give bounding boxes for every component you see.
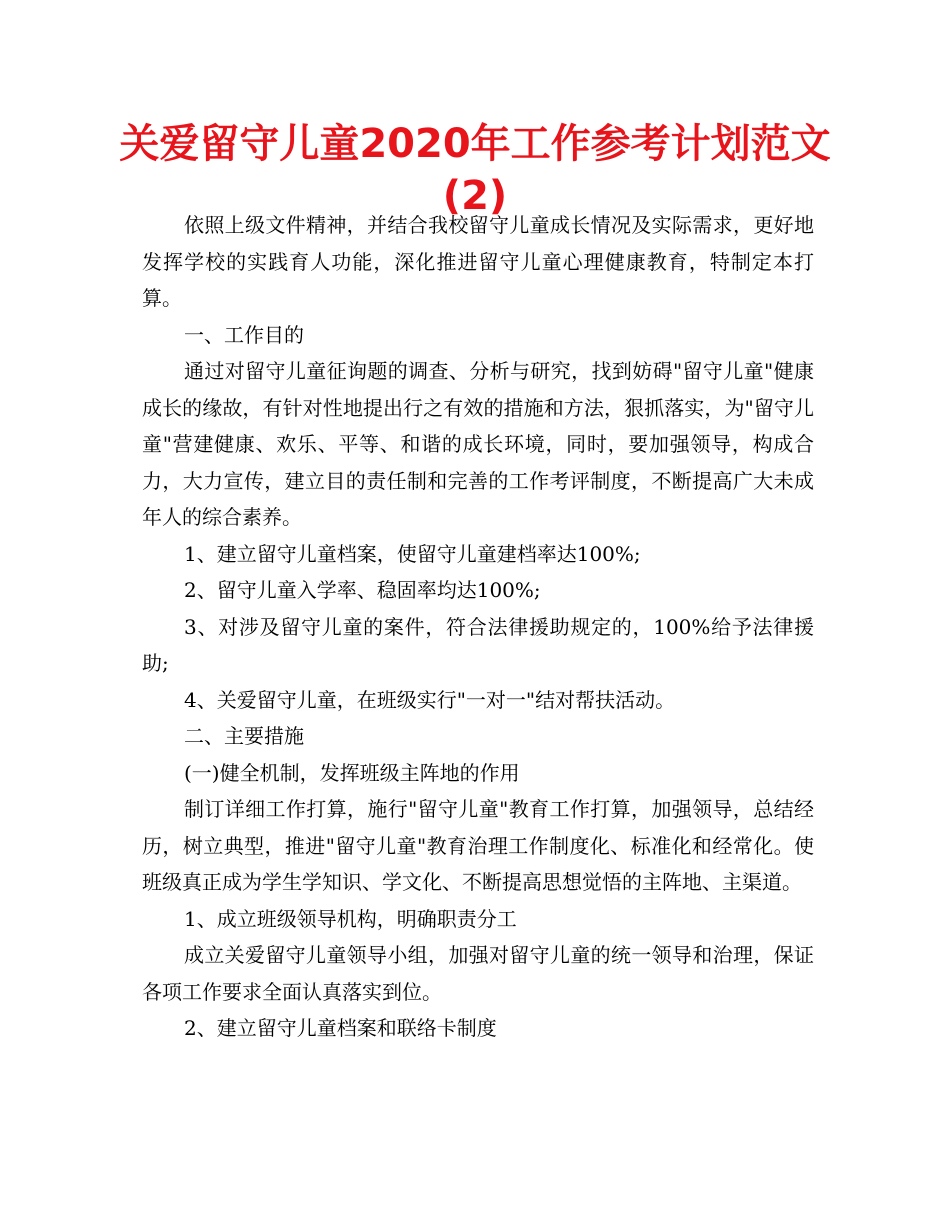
goal-item-1: 1、建立留守儿童档案，使留守儿童建档率达100%; xyxy=(184,541,641,566)
measure-item-1: 1、成立班级领导机构，明确职责分工 xyxy=(184,906,517,931)
subsection-heading-1: (一)健全机制，发挥班级主阵地的作用 xyxy=(184,760,520,785)
goals-paragraph: 通过对留守儿童征询题的调查、分析与研究，找到妨碍"留守儿童"健康成长的缘故，有针对性地提出行之有效的措施和方法，狠抓落实，为"留守儿童"营建健康、欢乐、平等、和谐的成长环境，同时，要加强领导，构成合力，大力宣传，建立目的责任制和完善的工作考评制度，不断提高广大未成年人的综合素养。 xyxy=(142,359,814,529)
measures-paragraph: 制订详细工作打算，施行"留守儿童"教育工作打算，加强领导，总结经历，树立典型，推进"留守儿童"教育治理工作制度化、标准化和经常化。使班级真正成为学生学知识、学文化、不断提高思想觉悟的主阵地、主渠道。 xyxy=(142,797,814,894)
goal-item-3: 3、对涉及留守儿童的案件，符合法律援助规定的，100%给予法律援助; xyxy=(142,614,814,675)
goal-item-4: 4、关爱留守儿童，在班级实行"一对一"结对帮扶活动。 xyxy=(184,687,676,712)
document-title: 关爱留守儿童2020年工作参考计划范文(2) xyxy=(119,121,831,219)
measure-item-1-detail: 成立关爱留守儿童领导小组，加强对留守儿童的统一领导和治理，保证各项工作要求全面认真落实到位。 xyxy=(142,943,814,1004)
section-heading-measures: 二、主要措施 xyxy=(184,724,304,748)
measure-item-2: 2、建立留守儿童档案和联络卡制度 xyxy=(184,1016,497,1040)
goal-item-2: 2、留守儿童入学率、稳固率均达100%; xyxy=(184,578,541,602)
document-body xyxy=(142,207,814,1047)
section-heading-goals: 一、工作目的 xyxy=(184,322,304,347)
intro-paragraph: 依照上级文件精神，并结合我校留守儿童成长情况及实际需求，更好地发挥学校的实践育人功能，深化推进留守儿童心理健康教育，特制定本打算。 xyxy=(142,213,814,310)
